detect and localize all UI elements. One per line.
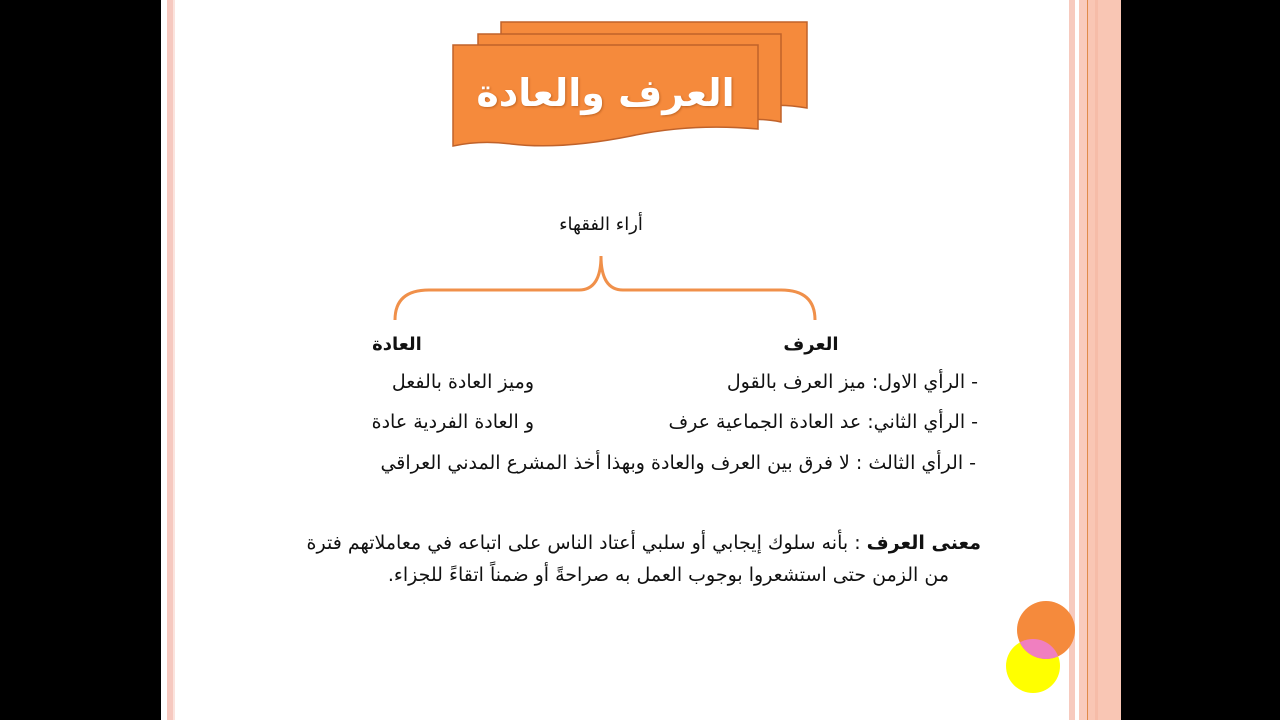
slide [161, 0, 1121, 720]
circle-overlap-decoration [1006, 601, 1076, 693]
opinion-2-aada: و العادة الفردية عادة [371, 411, 534, 433]
definition-line-1 [307, 532, 981, 554]
curly-brace [389, 250, 821, 330]
right-border-stripe [1079, 0, 1087, 720]
subtitle: أراء الفقهاء [559, 214, 643, 235]
opinion-2-urf: - الرأي الثاني: عد العادة الجماعية عرف [668, 411, 978, 433]
definition-label: معنى العرف [866, 532, 981, 554]
definition-text-1: : بأنه سلوك إيجابي أو سلبي أعتاد الناس على اتباعه في معاملاتهم فترة [306, 532, 867, 554]
heading-aada: العادة [372, 334, 422, 355]
opinion-1-aada: وميز العادة بالفعل [391, 371, 534, 393]
right-border-band [1088, 0, 1121, 720]
right-border-stripe [1095, 0, 1098, 720]
definition-line-2: من الزمن حتى استشعروا بوجوب العمل به صراحةً أو ضمناً اتقاءً للجزاء. [387, 564, 949, 586]
slide-title: العرف والعادة [476, 71, 735, 115]
heading-urf: العرف [783, 334, 839, 355]
opinion-3: - الرأي الثالث : لا فرق بين العرف والعادة وبهذا أخذ المشرع المدني العراقي [380, 452, 976, 474]
left-border-stripe-inner [173, 0, 175, 720]
opinion-1-urf: - الرأي الاول: ميز العرف بالقول [726, 371, 978, 393]
